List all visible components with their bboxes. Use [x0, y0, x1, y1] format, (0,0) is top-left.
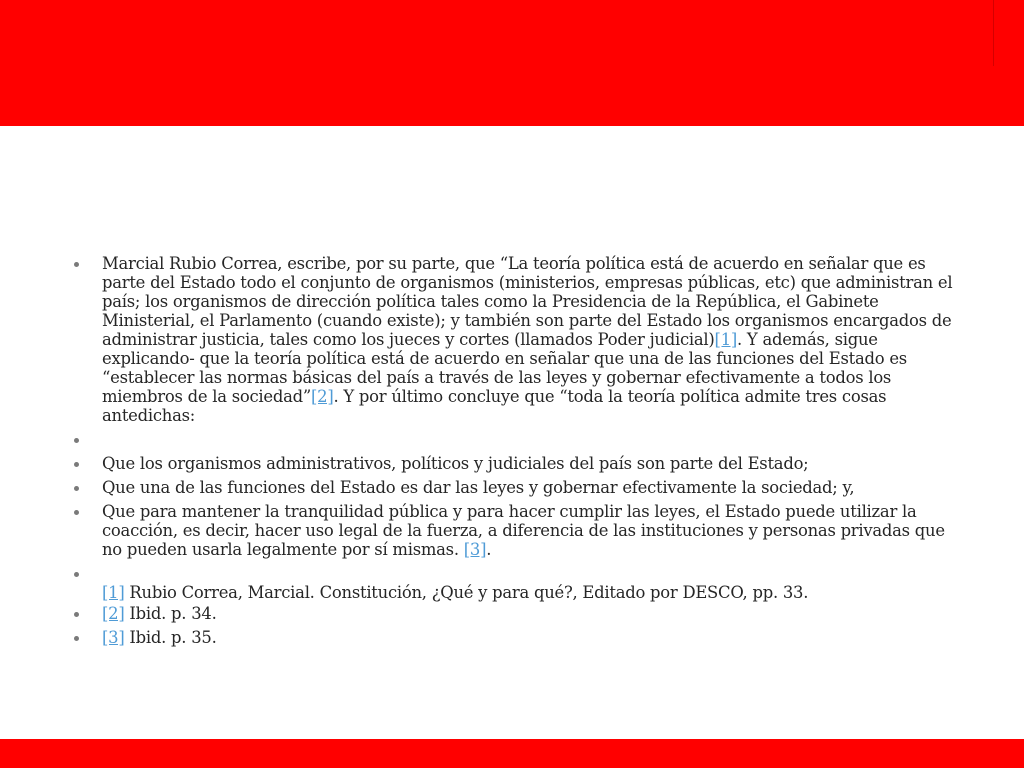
- footnote-text: Ibid. p. 34.: [124, 604, 217, 623]
- footnote-text: Ibid. p. 35.: [124, 628, 217, 647]
- bullet-item-point-2: [74, 478, 969, 497]
- footnote-link-1[interactable]: [1]: [714, 330, 738, 349]
- header-divider-line: [993, 0, 994, 66]
- bullet-item-footnote-3: [74, 628, 969, 647]
- bullet-dot-icon: [74, 636, 79, 641]
- bullet-item-footnote-2: [74, 604, 969, 623]
- bullet-text: Que una de las funciones del Estado es dar las leyes y gobernar efectivamente la sociedad; y,: [102, 478, 855, 497]
- footnote-anchor-3[interactable]: [3]: [102, 628, 125, 647]
- bullet-dot-icon: [74, 262, 79, 267]
- bottom-footer-band: [0, 739, 1024, 768]
- slide-body: [74, 254, 969, 652]
- footnote-text: Rubio Correa, Marcial. Constitución, ¿Qué y para qué?, Editado por DESCO, pp. 33.: [124, 583, 809, 602]
- footnote-anchor-2[interactable]: [2]: [102, 604, 125, 623]
- footnote-anchor-1[interactable]: [1]: [102, 583, 125, 602]
- bullet-text: . Y por último concluye que “toda la teoría política admite tres cosas antedichas:: [102, 387, 887, 425]
- bullet-list: [74, 254, 969, 647]
- bullet-text: Marcial Rubio Correa, escribe, por su parte, que “La teoría política está de acuerdo en señalar que es parte del Estado todo el conjunto de organismos (ministerios, empresas públicas, etc) que administran el país; los organismos de dirección política tales como la Presidencia de la República, el Gabinete Ministerial, el Parlamento (cuando existe); y también son parte del Estado los organismos encargados de administrar justicia, tales como los jueces y cortes (llamados Poder judicial): [102, 254, 953, 349]
- bullet-dot-icon: [74, 572, 79, 577]
- footnote-link-3[interactable]: [3]: [463, 540, 487, 559]
- bullet-dot-icon: [74, 486, 79, 491]
- bullet-dot-icon: [74, 462, 79, 467]
- bullet-item-point-1: [74, 454, 969, 473]
- bullet-text: Que los organismos administrativos, políticos y judiciales del país son parte del Estado;: [102, 454, 809, 473]
- bullet-text: . Y además, sigue explicando- que la teoría política está de acuerdo en señalar que una de las funciones del Estado es “establecer las normas básicas del país a través de las leyes y gobernar efectivamente a todos los miembros de la sociedad”: [102, 330, 907, 406]
- bullet-item-footnote-1: [74, 564, 969, 602]
- bullet-item-empty: [74, 430, 969, 449]
- bullet-item-point-3: [74, 502, 969, 559]
- bullet-text: Que para mantener la tranquilidad pública y para hacer cumplir las leyes, el Estado puede utilizar la coacción, es decir, hacer uso legal de la fuerza, a diferencia de las instituciones y personas privadas que no pueden usarla legalmente por sí mismas.: [102, 502, 945, 559]
- bullet-dot-icon: [74, 612, 79, 617]
- bullet-item-quote: [74, 254, 969, 425]
- bullet-dot-icon: [74, 438, 79, 443]
- bullet-dot-icon: [74, 510, 79, 515]
- footnote-link-2[interactable]: [2]: [311, 387, 334, 406]
- top-header-band: [0, 0, 1024, 126]
- bullet-text: .: [486, 540, 492, 559]
